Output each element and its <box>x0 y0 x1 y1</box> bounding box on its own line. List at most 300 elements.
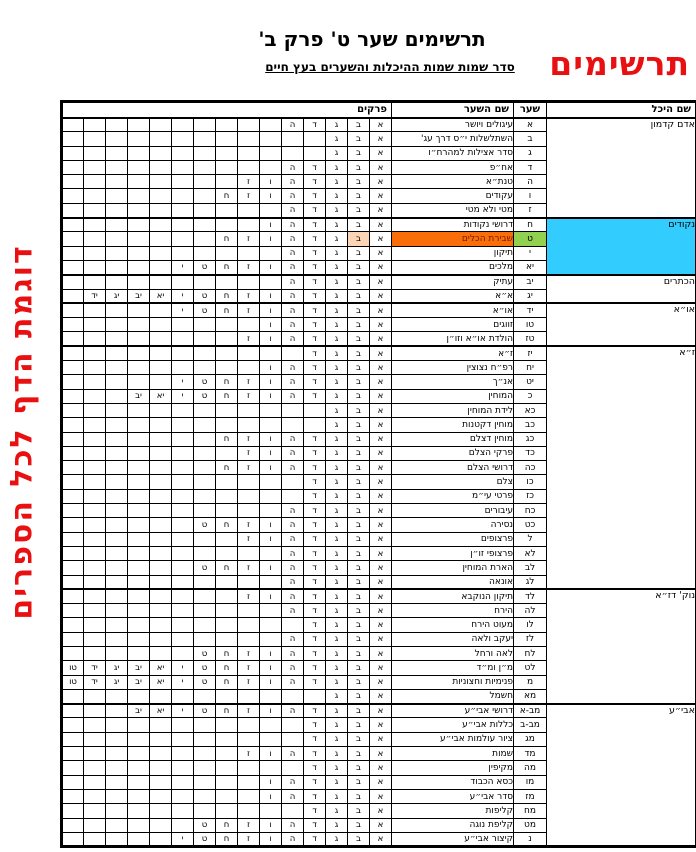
chapter-cell <box>282 804 304 818</box>
name-cell: דרושי נקודות <box>392 218 514 232</box>
chapter-cell <box>194 160 216 174</box>
table-row <box>62 346 696 360</box>
chapter-cell <box>150 275 172 289</box>
chapter-cell: ד <box>304 575 326 589</box>
chapter-cell <box>128 475 150 489</box>
chapter-cell: ד <box>304 332 326 346</box>
chapter-cell: ב <box>348 275 370 289</box>
chapter-cell <box>128 260 150 274</box>
chapter-cell: ד <box>304 775 326 789</box>
chapter-cell <box>282 132 304 146</box>
chapter-cell: ז <box>238 260 260 274</box>
name-cell: לאה ורחל <box>392 646 514 660</box>
chapter-cell <box>62 804 84 818</box>
header-chapters: פרקים <box>62 102 392 118</box>
chapter-cell <box>194 432 216 446</box>
chapter-cell: א <box>370 318 392 332</box>
chapter-cell: י <box>172 260 194 274</box>
chapter-cell <box>194 318 216 332</box>
chapter-cell: ג <box>326 504 348 518</box>
chapter-cell <box>84 403 106 417</box>
chapter-cell <box>150 832 172 846</box>
chapter-cell: טו <box>62 661 84 675</box>
chapter-cell <box>260 761 282 775</box>
chapter-cell: ג <box>326 789 348 803</box>
chapter-cell <box>172 346 194 360</box>
chapter-cell: ה <box>282 504 304 518</box>
chapter-cell <box>238 504 260 518</box>
chapter-cell: ג <box>326 661 348 675</box>
chapter-cell <box>106 418 128 432</box>
name-cell: סדר אבי״ע <box>392 789 514 803</box>
shaar-cell: ו <box>514 189 547 203</box>
chapter-cell: ה <box>282 303 304 317</box>
chapter-cell: ד <box>304 604 326 618</box>
chapter-cell <box>282 689 304 703</box>
chapter-cell: ו <box>260 704 282 718</box>
name-cell: צלם <box>392 475 514 489</box>
chapter-cell <box>150 403 172 417</box>
chapter-cell: ב <box>348 218 370 232</box>
chapter-cell <box>150 747 172 761</box>
chapter-cell <box>216 504 238 518</box>
chapter-cell <box>150 518 172 532</box>
chapter-cell: ב <box>348 160 370 174</box>
chapter-cell <box>84 189 106 203</box>
chapter-cell <box>128 332 150 346</box>
chapter-cell <box>84 589 106 603</box>
chapter-cell <box>106 361 128 375</box>
page-subtitle: סדר שמות שמות ההיכלות והשערים בעץ חיים <box>265 60 515 74</box>
chapter-cell: ב <box>348 689 370 703</box>
chapter-cell: ה <box>282 546 304 560</box>
chapter-cell: ח <box>216 303 238 317</box>
chapter-cell <box>62 246 84 260</box>
chapter-cell <box>150 189 172 203</box>
chapter-cell <box>150 546 172 560</box>
name-cell: דרושי הצלם <box>392 461 514 475</box>
chapter-cell <box>238 618 260 632</box>
chapter-cell <box>172 489 194 503</box>
chapter-cell: ח <box>216 232 238 246</box>
name-cell: חשמל <box>392 689 514 703</box>
chapter-cell: ג <box>326 618 348 632</box>
chapter-cell <box>128 789 150 803</box>
chapter-cell: א <box>370 704 392 718</box>
chapter-cell: ח <box>216 260 238 274</box>
chapter-cell: ב <box>348 518 370 532</box>
chapter-cell <box>106 403 128 417</box>
chapter-cell <box>128 461 150 475</box>
chapter-cell <box>84 175 106 189</box>
chapter-cell <box>106 804 128 818</box>
chapter-cell <box>128 403 150 417</box>
chapter-cell <box>106 589 128 603</box>
chapter-cell: ה <box>282 246 304 260</box>
chapter-cell: ז <box>238 332 260 346</box>
chapter-cell: יב <box>128 661 150 675</box>
chapter-cell: ד <box>304 232 326 246</box>
shaar-cell: ל <box>514 532 547 546</box>
chapter-cell: ו <box>260 561 282 575</box>
chapter-cell: ד <box>304 375 326 389</box>
name-cell: מקיפין <box>392 761 514 775</box>
chapter-cell <box>194 346 216 360</box>
chapter-cell: ב <box>348 561 370 575</box>
chapter-cell: ד <box>304 318 326 332</box>
chapter-cell: א <box>370 618 392 632</box>
chapter-cell <box>62 118 84 132</box>
name-cell: עתיק <box>392 275 514 289</box>
chapter-cell: ג <box>326 275 348 289</box>
shaar-cell: מב-א <box>514 704 547 718</box>
chapter-cell <box>62 575 84 589</box>
chapter-cell <box>106 747 128 761</box>
chapter-cell <box>172 461 194 475</box>
chapter-cell: ד <box>304 203 326 217</box>
chapter-cell <box>172 618 194 632</box>
chapter-cell: ד <box>304 446 326 460</box>
chapter-cell <box>238 575 260 589</box>
chapter-cell: ג <box>326 475 348 489</box>
chapter-cell: ו <box>260 747 282 761</box>
chapter-cell <box>150 632 172 646</box>
chapter-cell: י <box>172 289 194 303</box>
chapter-cell <box>238 689 260 703</box>
chapter-cell <box>128 604 150 618</box>
chapter-cell <box>194 632 216 646</box>
chapter-cell: ה <box>282 575 304 589</box>
chapter-cell: ג <box>326 346 348 360</box>
chapter-cell: ג <box>326 689 348 703</box>
chapter-cell <box>150 775 172 789</box>
chapter-cell <box>172 632 194 646</box>
chapter-cell: ב <box>348 260 370 274</box>
chapter-cell <box>194 618 216 632</box>
name-cell: זווגים <box>392 318 514 332</box>
chapter-cell: ה <box>282 832 304 846</box>
chapter-cell: ה <box>282 446 304 460</box>
chapter-cell: ג <box>326 532 348 546</box>
chapter-cell <box>128 218 150 232</box>
chapter-cell: ג <box>326 189 348 203</box>
chapter-cell <box>260 689 282 703</box>
chapter-cell <box>172 646 194 660</box>
chapter-cell: א <box>370 332 392 346</box>
chapter-cell <box>106 618 128 632</box>
chapter-cell <box>62 546 84 560</box>
chapter-cell <box>62 489 84 503</box>
chapter-cell <box>62 203 84 217</box>
chapter-cell <box>238 489 260 503</box>
shaar-cell: מז <box>514 789 547 803</box>
chapter-cell <box>128 361 150 375</box>
name-cell: פרצופי זו״ן <box>392 546 514 560</box>
chapter-cell: ז <box>238 375 260 389</box>
chapter-cell: ח <box>216 818 238 832</box>
chapter-cell <box>260 604 282 618</box>
chapter-cell: ד <box>304 632 326 646</box>
chapter-cell: ב <box>348 203 370 217</box>
chapter-cell: י <box>172 661 194 675</box>
shaar-cell: טו <box>514 318 547 332</box>
shaar-cell: יט <box>514 375 547 389</box>
chapter-cell <box>150 732 172 746</box>
chapter-cell <box>238 160 260 174</box>
chapter-cell <box>194 361 216 375</box>
chapter-cell <box>172 446 194 460</box>
chapter-cell <box>128 432 150 446</box>
chapter-cell: ז <box>238 818 260 832</box>
chapter-cell <box>238 318 260 332</box>
chapter-cell: ח <box>216 661 238 675</box>
chapter-cell <box>84 747 106 761</box>
shaar-cell: לד <box>514 589 547 603</box>
chapter-cell <box>106 689 128 703</box>
chapter-cell <box>106 504 128 518</box>
chapter-cell: ב <box>348 475 370 489</box>
shaar-cell: א <box>514 118 547 132</box>
chapter-cell: ה <box>282 375 304 389</box>
chapter-cell <box>150 818 172 832</box>
chapter-cell <box>216 318 238 332</box>
chapter-cell: ג <box>326 646 348 660</box>
shaar-cell: מה <box>514 761 547 775</box>
chapter-cell <box>194 589 216 603</box>
chapter-cell <box>84 203 106 217</box>
shaar-cell: לו <box>514 618 547 632</box>
chapter-cell: ו <box>260 289 282 303</box>
chapter-cell: ד <box>304 704 326 718</box>
name-cell: מוחין דצלם <box>392 432 514 446</box>
chapter-cell: ז <box>238 532 260 546</box>
chapter-cell <box>172 775 194 789</box>
name-cell: לידת המוחין <box>392 403 514 417</box>
chapter-cell <box>150 303 172 317</box>
chapter-cell: ח <box>216 518 238 532</box>
chapter-cell: ג <box>326 260 348 274</box>
chapter-cell <box>172 175 194 189</box>
name-cell: נסירה <box>392 518 514 532</box>
name-cell: עיגולים ויושר <box>392 118 514 132</box>
chapter-cell: ד <box>304 618 326 632</box>
chapter-cell: ב <box>348 789 370 803</box>
chapter-cell: ז <box>238 832 260 846</box>
chapter-cell <box>106 532 128 546</box>
chapter-cell: יא <box>150 389 172 403</box>
chapter-cell <box>172 203 194 217</box>
name-cell: כסא הכבוד <box>392 775 514 789</box>
chapter-cell <box>84 546 106 560</box>
chapter-cell <box>84 575 106 589</box>
chapter-cell <box>194 232 216 246</box>
chapter-cell: א <box>370 661 392 675</box>
chapter-cell: ח <box>216 675 238 689</box>
chapter-cell <box>216 689 238 703</box>
chapter-cell: ג <box>326 675 348 689</box>
chapter-cell <box>128 818 150 832</box>
chapter-cell: ג <box>326 132 348 146</box>
heichal-cell: הכתרים <box>547 275 696 304</box>
name-cell: תיקון <box>392 246 514 260</box>
chapter-cell: ב <box>348 818 370 832</box>
chapter-cell <box>216 804 238 818</box>
chapter-cell <box>106 303 128 317</box>
chapter-cell: ד <box>304 761 326 775</box>
chapter-cell: ב <box>348 489 370 503</box>
name-cell: מטי ולא מטי <box>392 203 514 217</box>
chapter-cell <box>238 732 260 746</box>
chapter-cell <box>238 203 260 217</box>
chapter-cell <box>172 718 194 732</box>
chapter-cell: יב <box>128 289 150 303</box>
chapter-cell <box>304 132 326 146</box>
header-name: שם השער <box>392 102 514 118</box>
chapter-cell <box>84 775 106 789</box>
name-cell: מוחין דקטנות <box>392 418 514 432</box>
chapter-cell: ו <box>260 361 282 375</box>
logo-text: תרשימים <box>549 44 690 83</box>
chapter-cell <box>62 289 84 303</box>
shaar-cell: כז <box>514 489 547 503</box>
chapter-cell <box>84 475 106 489</box>
chapter-cell: ו <box>260 646 282 660</box>
chapter-cell <box>62 418 84 432</box>
chapter-cell <box>304 689 326 703</box>
name-cell: הארת המוחין <box>392 561 514 575</box>
chapter-cell <box>216 761 238 775</box>
chapter-cell <box>172 475 194 489</box>
chapter-cell <box>194 804 216 818</box>
chapter-cell <box>282 489 304 503</box>
chapter-cell: יא <box>150 675 172 689</box>
chapter-cell <box>150 175 172 189</box>
chapter-cell <box>172 575 194 589</box>
chapter-cell <box>106 832 128 846</box>
chapter-cell: ד <box>304 532 326 546</box>
chapter-cell <box>84 618 106 632</box>
chapter-cell: י <box>172 375 194 389</box>
name-cell: השתלשלות י״ס דרך עג' <box>392 132 514 146</box>
chapter-cell <box>62 518 84 532</box>
chapter-cell: ה <box>282 532 304 546</box>
chapter-cell: ח <box>216 375 238 389</box>
chapter-cell: ו <box>260 661 282 675</box>
chapter-cell: א <box>370 489 392 503</box>
chapter-cell <box>62 761 84 775</box>
chapter-cell <box>150 332 172 346</box>
shaar-cell: כא <box>514 403 547 417</box>
table-row <box>62 303 696 317</box>
chapter-cell <box>282 346 304 360</box>
chapter-cell <box>216 403 238 417</box>
chapter-cell <box>128 761 150 775</box>
chapter-cell <box>128 518 150 532</box>
chapter-cell <box>194 575 216 589</box>
chapter-cell <box>150 118 172 132</box>
name-cell: פרטי עי״מ <box>392 489 514 503</box>
chapter-cell <box>172 818 194 832</box>
chapter-cell <box>172 504 194 518</box>
chapter-cell <box>238 632 260 646</box>
chapter-cell: ה <box>282 175 304 189</box>
chapter-cell <box>62 789 84 803</box>
chapter-cell <box>84 818 106 832</box>
chapter-cell: א <box>370 561 392 575</box>
chapter-cell <box>128 632 150 646</box>
chapter-cell: ד <box>304 118 326 132</box>
chapter-cell: ה <box>282 289 304 303</box>
chapter-cell: א <box>370 346 392 360</box>
header-heichal: שם היכל <box>547 102 696 118</box>
chapter-cell: ד <box>304 175 326 189</box>
chapter-cell: ח <box>216 704 238 718</box>
chapter-cell <box>106 775 128 789</box>
chapter-cell: ג <box>326 246 348 260</box>
chapter-cell <box>106 132 128 146</box>
chapter-cell <box>172 246 194 260</box>
chapter-cell <box>282 618 304 632</box>
chapter-cell <box>128 160 150 174</box>
chapter-cell: ד <box>304 646 326 660</box>
chapter-cell <box>62 747 84 761</box>
name-cell: פרצופים <box>392 532 514 546</box>
chapter-cell <box>128 118 150 132</box>
shaar-cell: לח <box>514 646 547 660</box>
name-cell: מעוט הירח <box>392 618 514 632</box>
chapter-cell: ד <box>304 361 326 375</box>
chapter-cell <box>128 189 150 203</box>
chapter-cell: י <box>172 675 194 689</box>
name-cell: מלכים <box>392 260 514 274</box>
chapter-cell: ג <box>326 489 348 503</box>
chapter-cell: י <box>172 303 194 317</box>
chapter-cell: ד <box>304 804 326 818</box>
chapter-cell: ג <box>326 775 348 789</box>
chapter-cell <box>216 146 238 160</box>
chapter-cell <box>62 132 84 146</box>
chapter-cell: ב <box>348 418 370 432</box>
chapter-cell: ט <box>194 661 216 675</box>
chapter-cell <box>172 146 194 160</box>
chapter-cell <box>62 318 84 332</box>
chapter-cell: ג <box>326 518 348 532</box>
chapter-cell <box>106 189 128 203</box>
chapter-cell: יא <box>150 704 172 718</box>
chapter-cell <box>128 804 150 818</box>
chapter-cell: ו <box>260 789 282 803</box>
chapter-cell <box>238 604 260 618</box>
name-cell: דרושי אבי״ע <box>392 704 514 718</box>
chapter-cell <box>128 689 150 703</box>
chapter-cell: ו <box>260 832 282 846</box>
chapter-cell: ד <box>304 475 326 489</box>
chapter-cell <box>304 418 326 432</box>
chapter-cell <box>194 118 216 132</box>
chapter-cell: ה <box>282 389 304 403</box>
chapter-cell: ו <box>260 589 282 603</box>
chapter-cell <box>106 346 128 360</box>
chapter-cell: יג <box>106 675 128 689</box>
chapter-cell <box>150 789 172 803</box>
chapter-cell <box>172 518 194 532</box>
chapter-cell <box>150 504 172 518</box>
chapter-cell <box>260 118 282 132</box>
chapter-cell: ד <box>304 789 326 803</box>
shaar-cell: מב-ב <box>514 718 547 732</box>
chapter-cell: ב <box>348 661 370 675</box>
chapter-cell <box>172 361 194 375</box>
